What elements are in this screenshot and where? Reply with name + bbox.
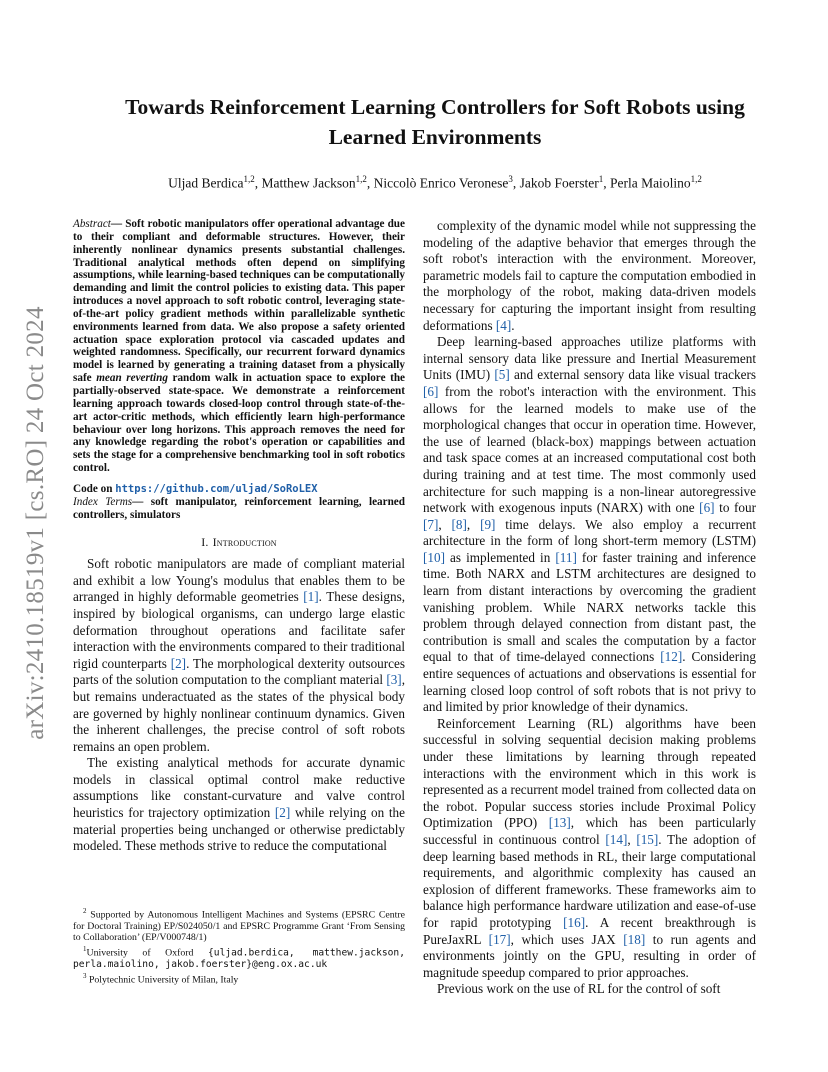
footnote-mark: 3 [83,971,87,980]
footnote-milan [73,971,405,986]
body-text: , which uses JAX [510,931,624,947]
author-affiliation: 1 [598,174,604,184]
body-text: complexity of the dynamic model while not suppressing the modeling of the adaptive behavior that emerges through the soft robot's interaction with the environment. Moreover, parametric models fail to capture the computation embodied in the morphology of the robot, making data-driven models necessary for capturing the important insight from resulting deformations [423,218,756,333]
citation-link[interactable]: [13] [548,815,571,831]
body-text: from the robot's interaction with the environment. This allows for the learned models to make use of the morphological changes that occur in operation time. However, the use of learned (black-box) mappings between actuation and task space comes at an increased computational cost both during training and at test time. The most commonly used architecture for such mapping is a non-linear autoregressive network with exogenous inputs (NARX) with one [423,383,756,516]
footnote-oxford [73,944,405,970]
body-text: to four [714,500,756,516]
left-body-text [73,556,405,855]
body-text: . The adoption of deep learning based methods in RL, their large computational requirements, and algorithmic complexity has caused an explosion of different frameworks. These frameworks aim to balance high performance hardware utilization and ease-of-use for rapid prototyping [423,831,756,930]
body-text: . Considering entire sequences of actuations and observations is essential for learning closed loop control of soft robots that is not privy to and limited by prior knowledge of their dynamics. [423,649,756,715]
body-text: The existing analytical methods for accurate dynamic models in classical optimal control make reductive assumptions like constant-curvature and valve control heuristics for trajectory optimization [73,755,405,821]
body-text: and external sensory data like visual trackers [509,367,756,383]
author-separator: , [254,175,262,191]
footnote-text: Supported by Autonomous Intelligent Machines and Systems (EPSRC Centre for Doctoral Training) EP/S024050/1 and EPSRC Programme Grant ‘From Sensing to Collaboration’ (EP/V000748/1) [73,909,405,944]
author-list [70,170,800,193]
index-terms-text: — soft manipulator, reinforcement learning, learned controllers, simulators [73,495,405,521]
citation-link[interactable]: [3] [386,672,402,688]
code-link[interactable]: https://github.com/uljad/SoRoLEX [115,482,318,495]
footnote-mark: 2 [83,907,87,915]
section-number: I. [201,534,209,549]
abstract-text-1: Soft robotic manipulators offer operational advantage due to their compliant and deformable structures. However, their inherently nonlinear dynamics presents substantial challenges. Traditional analytical methods often depend on simplifying assumptions, while learning-based techniques can be computationally demanding and limit the control policies to existing data. This paper introduces a novel approach to soft robotic control, leveraging state-of-the-art policy gradient methods within parallelizable synthetic environments learned from data. We also propose a safety oriented actuation space exploration protocol via cascaded updates and weighted randomness. Specifically, our recurrent forward dynamics model is learned by generating a training dataset from a physically safe [73,218,405,385]
body-text: , [438,516,452,532]
index-terms-lead: Index Terms [73,495,133,508]
body-text: , [466,516,481,532]
body-text: Deep learning-based approaches utilize platforms with internal sensory data like pressure and Inertial Measurement Units (IMU) [423,334,756,383]
index-terms [73,496,405,522]
code-label: Code on [73,482,116,495]
footnotes [73,906,405,985]
body-paragraph [73,556,405,755]
author-affiliation: 3 [508,174,513,184]
body-text: . The morphological dexterity outsources parts of the solution computation to the compliant material [73,655,405,688]
author-name: Jakob Foerster [519,175,599,191]
citation-link[interactable]: [18] [623,931,646,947]
body-text: to run agents and environments jointly on the GPU, resulting in order of magnitude speedup compared to prior approaches. [423,931,756,980]
body-paragraph [423,218,756,334]
citation-link[interactable]: [8] [451,516,467,532]
body-text: . These designs, inspired by biological organisms, can undergo large elastic deformation throughout operations and facilitate safer interaction with the environments compared to their traditional rigid counterparts [73,589,405,671]
body-text: , [627,831,637,847]
citation-link[interactable]: [16] [563,914,586,930]
author-name: Perla Maiolino [609,175,691,191]
footnote-text: University of Oxford [86,947,209,959]
citation-link[interactable]: [9] [480,516,496,532]
citation-link[interactable]: [6] [699,500,715,516]
paper-title-line-2: Learned Environments [328,125,542,149]
citation-link[interactable]: [10] [423,549,445,565]
footnote-funding [73,906,405,944]
body-text: Previous work on the use of RL for the control of soft [437,981,721,997]
body-text: time delays. We also employ a recurrent architecture in the form of long short-term memory (LSTM) [423,516,757,549]
footnote-mark: 1 [83,945,87,954]
citation-link[interactable]: [17] [488,931,511,947]
author-separator: , [512,175,520,191]
author-separator: , [603,175,610,191]
right-column [423,218,756,998]
citation-link[interactable]: [14] [605,831,628,847]
citation-link[interactable]: [5] [494,367,510,383]
citation-link[interactable]: [11] [555,549,577,565]
citation-link[interactable]: [2] [170,655,187,671]
body-text: . A recent breakthrough is PureJaxRL [423,914,756,947]
citation-link[interactable]: [1] [303,589,319,605]
footnote-text: Polytechnic University of Milan, Italy [86,973,239,985]
author-name: Uljad Berdica [168,175,244,191]
abstract-emphasis: mean reverting [96,372,168,385]
footnote-emails: {uljad.berdica, matthew.jackson, perla.maiolino, jakob.foerster}@eng.ox.ac.uk [73,947,405,970]
citation-link[interactable]: [15] [636,831,659,847]
citation-link[interactable]: [2] [274,805,291,821]
abstract [73,218,405,475]
body-paragraph [423,334,756,716]
citation-link[interactable]: [7] [423,516,439,532]
body-text: Reinforcement Learning (RL) algorithms have been successful in solving sequential decision making problems under these limitations by learning through repeated interactions with the environment which in this work is represented as a recurrent model trained from collected data on the robot. Popular success stories include Proximal Policy Optimization (PPO) [423,715,756,831]
code-line [73,483,405,496]
section-heading-introduction [73,534,405,551]
author-affiliation: 1,2 [690,174,702,184]
abstract-lead: Abstract [73,218,111,230]
body-text: . [511,317,515,333]
left-column [73,218,405,855]
abstract-text-2: random walk in actuation space to explore the partially-observed state-space. We demonstrate a reinforcement learning approach towards closed-loop control through state-of-the-art actor-critic methods, which efficiently learn high-performance behaviour over long horizons. This approach removes the need for any knowledge regarding the robot's operation or capabilities and sets the stage for a comprehensive benchmarking tool in soft robotics control. [73,372,406,475]
citation-link[interactable]: [12] [660,649,683,665]
paper-title-line-1: Towards Reinforcement Learning Controllers for Soft Robots using [125,95,745,119]
body-text: as implemented in [444,549,556,565]
body-paragraph [423,716,756,982]
author-name: Matthew Jackson [261,175,356,191]
body-text: for faster training and inference time. Both NARX and LSTM architectures are designed to learn from distant interactions by overcoming the gradient vanishing problem. While NARX networks tackle this problem through delayed connection from distant past, the contribution is small and scales the computation by a factor equal to that of time-delayed connections [423,549,756,665]
body-text: while relying on the material properties being unchanged or otherwise predictably modeled. These methods strive to reduce the computational [73,805,405,854]
body-paragraph [73,755,405,855]
citation-link[interactable]: [6] [423,383,439,399]
author-name: Niccolò Enrico Veronese [373,175,509,191]
arxiv-identifier: arXiv:2410.18519v1 [cs.RO] 24 Oct 2024 [22,306,49,740]
body-text: , but remains underactuated as the states of the physical body are governed by highly nonlinear continuum dynamics. Given the inherent challenges, the precise control of soft robots remains an open problem. [73,672,405,754]
body-paragraph [423,981,756,998]
arxiv-sidebar [14,278,58,768]
abstract-dash: — [110,218,126,230]
body-text: , which has been particularly successful in continuous control [423,815,756,847]
author-affiliation: 1,2 [243,174,255,184]
author-affiliation: 1,2 [355,174,367,184]
section-title: Introduction [212,534,277,549]
body-text: Soft robotic manipulators are made of compliant material and exhibit a low Young's modulus that enables them to be arranged in highly deformable geometries [73,556,405,605]
citation-link[interactable]: [4] [495,317,512,333]
author-separator: , [366,175,374,191]
paper-title [70,92,800,152]
